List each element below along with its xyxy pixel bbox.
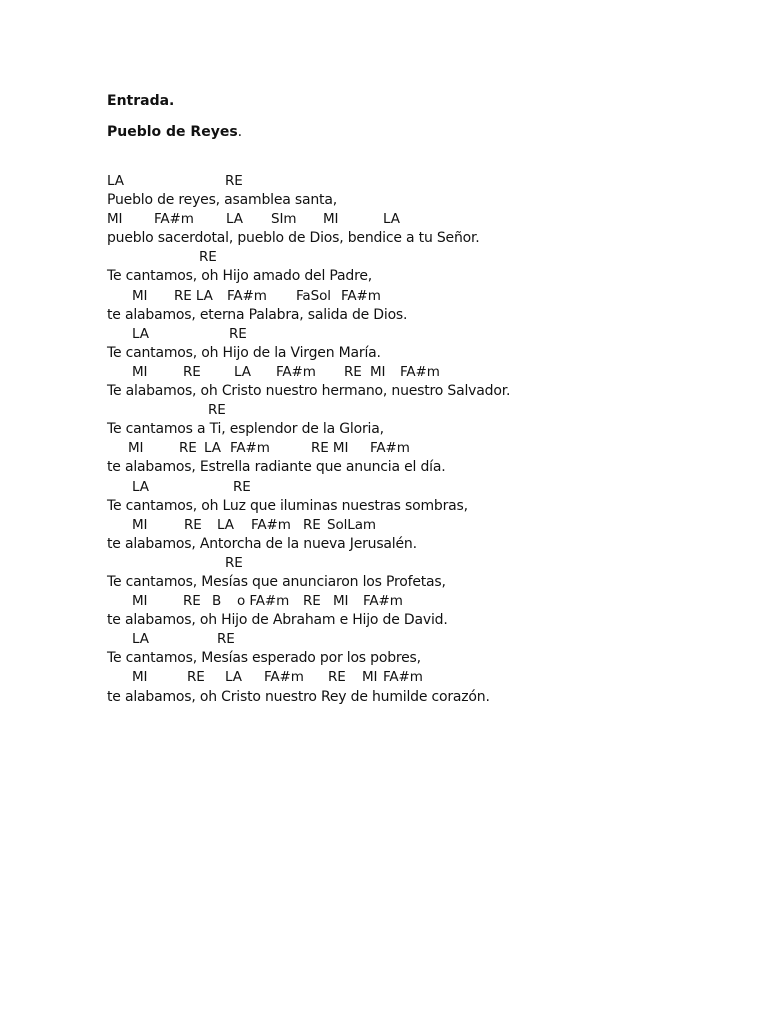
lyric-line: [107, 688, 747, 707]
lyric-text: Te cantamos, oh Hijo de la Virgen María.: [107, 344, 381, 361]
chord: RE: [183, 593, 201, 610]
lyric-line: [107, 497, 747, 516]
chord: SIm: [271, 211, 297, 228]
lyric-line: [107, 573, 747, 592]
chord: FA#m: [341, 287, 381, 304]
chord: RE: [303, 516, 321, 533]
chord: RE MI: [311, 440, 349, 457]
lyric-text: te alabamos, Antorcha de la nueva Jerusalén.: [107, 535, 417, 552]
lyric-text: Te cantamos, oh Luz que iluminas nuestras sombras,: [107, 497, 468, 514]
lyric-text: te alabamos, oh Cristo nuestro Rey de humilde corazón.: [107, 688, 490, 705]
chord: FA#m: [400, 363, 440, 380]
chord: FA#m: [363, 593, 403, 610]
song-title-period: .: [237, 124, 243, 140]
lyric-line: [107, 191, 747, 210]
song-body: [107, 172, 747, 707]
chord: RE: [208, 402, 226, 419]
chord: FA#m: [370, 440, 410, 457]
chord: RE: [328, 669, 346, 686]
lyric-line: [107, 535, 747, 554]
lyric-line: [107, 649, 747, 668]
song-title: [107, 123, 242, 141]
chord: MI: [128, 440, 144, 457]
chord: FA#m: [264, 669, 304, 686]
chord: RE: [225, 173, 243, 189]
chord: o FA#m: [237, 593, 290, 610]
chord: FA#m: [383, 669, 423, 686]
chord-line: [107, 439, 747, 458]
chord: MI: [333, 593, 349, 610]
lyric-line: [107, 611, 747, 630]
chord: RE: [179, 440, 197, 457]
chord: FA#m: [227, 287, 267, 304]
chord: MI: [132, 516, 148, 533]
lyric-text: Te cantamos a Ti, esplendor de la Gloria,: [107, 421, 384, 438]
chord: RE: [217, 631, 235, 648]
section-heading: Entrada.: [107, 93, 175, 109]
lyric-text: te alabamos, oh Hijo de Abraham e Hijo de David.: [107, 612, 448, 629]
chord: LA: [132, 325, 149, 342]
lyric-line: [107, 344, 747, 363]
chord: RE: [184, 516, 202, 533]
chord: MI: [107, 211, 123, 228]
chord-line: [107, 401, 747, 420]
song-title-text: Pueblo de Reyes: [107, 124, 238, 140]
chord: LA: [234, 363, 251, 380]
chord-line: [107, 554, 747, 573]
chord: RE: [183, 363, 201, 380]
chord: RE: [229, 325, 247, 342]
lyric-text: Te cantamos, Mesías que anunciaron los Profetas,: [107, 573, 446, 590]
lyric-text: Pueblo de reyes, asamblea santa,: [107, 192, 337, 209]
chord-line: [107, 363, 747, 382]
chord: MI: [370, 363, 386, 380]
chord: LA: [204, 440, 221, 457]
chord: RE LA: [174, 287, 213, 304]
chord: MI: [362, 669, 378, 686]
lyric-line: [107, 306, 747, 325]
chord-line: [107, 172, 747, 191]
chord: RE: [233, 478, 251, 495]
chord-line: [107, 325, 747, 344]
chord: LA: [132, 478, 149, 495]
chord: FA#m: [251, 516, 291, 533]
chord: MI: [132, 287, 148, 304]
lyric-text: Te cantamos, Mesías esperado por los pobres,: [107, 650, 421, 667]
chord-line: [107, 668, 747, 687]
chord-line: [107, 210, 747, 229]
chord: LA: [225, 669, 242, 686]
chord: SolLam: [327, 516, 376, 533]
chord: RE: [344, 363, 362, 380]
lyric-line: [107, 420, 747, 439]
chord: RE: [187, 669, 205, 686]
chord-line: [107, 592, 747, 611]
chord: LA: [226, 211, 243, 228]
lyric-text: Te alabamos, oh Cristo nuestro hermano, nuestro Salvador.: [107, 383, 511, 400]
chord: MI: [132, 669, 148, 686]
lyric-line: [107, 267, 747, 286]
chord-line: [107, 516, 747, 535]
chord: RE: [225, 554, 243, 571]
chord-line: [107, 478, 747, 497]
chord: MI: [323, 211, 339, 228]
chord: LA: [132, 631, 149, 648]
chord: FA#m: [276, 363, 316, 380]
lyric-line: [107, 458, 747, 477]
chord: RE: [199, 249, 217, 266]
lyric-text: pueblo sacerdotal, pueblo de Dios, bendice a tu Señor.: [107, 230, 480, 247]
lyric-line: [107, 229, 747, 248]
chord: FA#m: [230, 440, 270, 457]
chord: LA: [383, 211, 400, 228]
chord: LA: [107, 173, 124, 189]
lyric-text: te alabamos, eterna Palabra, salida de Dios.: [107, 306, 408, 323]
chord: RE: [303, 593, 321, 610]
chord: FaSol: [296, 287, 331, 304]
chord: LA: [217, 516, 234, 533]
lyric-text: te alabamos, Estrella radiante que anuncia el día.: [107, 459, 446, 476]
chord: FA#m: [154, 211, 194, 228]
chord: MI: [132, 363, 148, 380]
lyric-line: [107, 382, 747, 401]
chord: MI: [132, 593, 148, 610]
chord-line: [107, 248, 747, 267]
chord-line: [107, 287, 747, 306]
chord: B: [212, 593, 222, 610]
lyric-text: Te cantamos, oh Hijo amado del Padre,: [107, 268, 372, 285]
chord-line: [107, 630, 747, 649]
